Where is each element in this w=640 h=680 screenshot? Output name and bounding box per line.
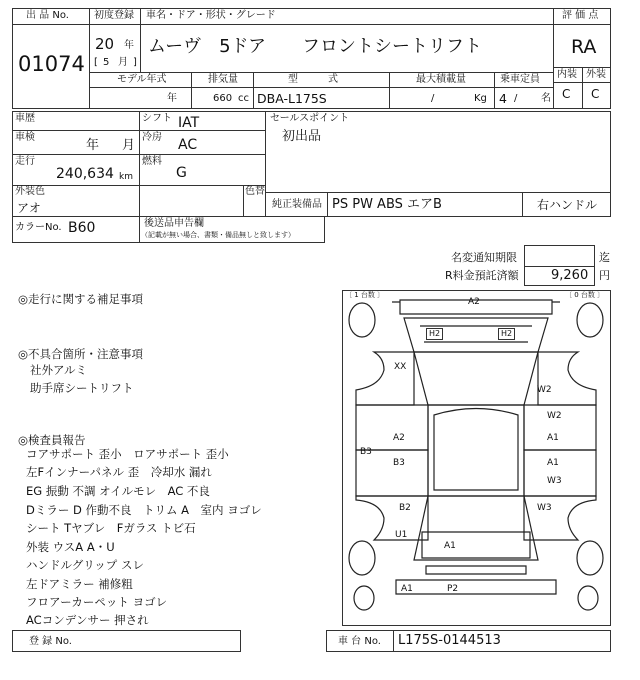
type-label: 型 式 — [288, 74, 338, 85]
fuel-label: 燃料 — [142, 156, 162, 167]
mark-h2-right: H2 — [498, 328, 515, 340]
title-label-divider — [89, 24, 554, 25]
load-label: 最大積載量 — [416, 74, 466, 85]
steering-divider — [522, 192, 523, 217]
fee-unit: 円 — [599, 269, 610, 282]
exterior-grade: C — [591, 87, 600, 101]
eval-score: RA — [571, 36, 597, 58]
capacity-unit: 名 — [541, 93, 551, 104]
color-no-value: B60 — [68, 220, 96, 236]
chassis-divider — [393, 630, 394, 652]
reg-date-divider — [140, 8, 141, 73]
details-row-2 — [12, 154, 266, 155]
inspector-line: 外装 ウスA A・U — [26, 540, 115, 554]
exterior-color-box — [12, 185, 266, 217]
steering-value: 右ハンドル — [537, 198, 598, 212]
map-right-count: 〔 0 台数 〕 — [565, 291, 605, 299]
driving-title: ◎走行に関する補足事項 — [18, 292, 144, 306]
mark-a2-top: A2 — [468, 297, 480, 307]
mark-w2-inner: W2 — [547, 411, 562, 421]
lot-label-divider — [12, 24, 90, 25]
mark-a1-right-1: A1 — [547, 433, 559, 443]
shift-value: IAT — [178, 115, 200, 131]
inspector-line: Dミラー D 作動不良 トリム A 室内 ヨゴレ — [26, 503, 262, 517]
aftermarket-note: （記載が無い場合、書類・備品無しと致します） — [141, 231, 295, 239]
ac-label: 冷房 — [142, 132, 162, 143]
displacement-unit: cc — [238, 93, 249, 104]
reg-month-unit: 月 — [118, 57, 128, 68]
chassis-label: 車 台 No. — [338, 636, 381, 647]
mileage-label: 走行 — [15, 156, 35, 167]
grade-divider-vert — [582, 67, 583, 109]
exterior-color-label: 外装色 — [15, 186, 45, 197]
inspector-line: フロアーカーペット ヨゴレ — [26, 595, 168, 609]
inspection-month-unit: 月 — [122, 138, 136, 153]
mark-xx: XX — [394, 362, 407, 372]
spec-col-4 — [494, 72, 495, 109]
mileage-unit: km — [119, 172, 133, 182]
mark-u1: U1 — [395, 530, 408, 540]
capacity-label: 乗車定員 — [500, 74, 540, 85]
lot-number: 01074 — [18, 52, 85, 76]
reg-month-close: ] — [133, 57, 137, 68]
type-code: DBA-L175S — [257, 91, 327, 106]
model-year-label: モデル年式 — [117, 74, 167, 85]
inspection-label: 車検 — [15, 132, 35, 143]
displacement-value: 660 — [213, 93, 233, 104]
mark-w2-right: W2 — [537, 385, 552, 395]
mark-a1-bottom: A1 — [401, 584, 413, 594]
fuel-value: G — [176, 165, 187, 181]
inspector-line: ハンドルグリップ スレ — [26, 558, 144, 572]
eval-label-divider — [553, 24, 611, 25]
inspector-line: シート Tヤブレ Fガラス トビ石 — [26, 521, 196, 535]
color-no-label: カラーNo. — [15, 222, 62, 233]
mark-b3-inner: B3 — [393, 458, 405, 468]
reg-month: 5 — [103, 57, 110, 68]
mark-h2-left: H2 — [426, 328, 443, 340]
fee-value: 9,260 — [551, 268, 589, 283]
equipment-value: PS PW ABS エアB — [332, 197, 442, 212]
interior-grade: C — [562, 87, 571, 101]
first-reg-label: 初度登録 — [94, 10, 134, 21]
mark-a1-center: A1 — [444, 541, 456, 551]
shift-label: シフト — [142, 113, 172, 124]
car-desc-label: 車名・ドア・形状・グレード — [146, 10, 276, 21]
capacity-value: 4 — [499, 91, 507, 106]
notice-label: 名変通知期限 — [451, 251, 517, 264]
reg-year-unit: 年 — [124, 40, 134, 51]
defects-line: 社外アルミ — [30, 363, 88, 377]
mark-w3-right-1: W3 — [547, 476, 562, 486]
exterior-label: 外装 — [586, 69, 606, 80]
map-left-count: 〔 1 台数 〕 — [345, 291, 385, 299]
mark-p2-bottom: P2 — [447, 584, 459, 594]
equipment-divider — [327, 192, 328, 217]
spec-col-2 — [253, 72, 254, 109]
lot-label: 出 品 No. — [26, 10, 69, 21]
mark-a2-left: A2 — [393, 433, 405, 443]
spec-col-1 — [191, 72, 192, 109]
inspector-line: 左Fインナーパネル 歪 冷却水 漏れ — [26, 465, 212, 479]
load-unit: Kg — [474, 93, 487, 104]
mark-b2: B2 — [399, 503, 411, 513]
aftermarket-label: 後送品申告欄 — [144, 218, 204, 229]
defects-line: 助手席シートリフト — [30, 381, 134, 395]
color-change-label: 色替 — [245, 186, 265, 197]
car-name: ムーヴ 5ドア フロントシートリフト — [148, 36, 483, 57]
mileage-value: 240,634 — [56, 166, 114, 182]
mark-a1-right-2: A1 — [547, 458, 559, 468]
inspector-title: ◎検査員報告 — [18, 433, 86, 447]
mark-w3-right-2: W3 — [537, 503, 552, 513]
defects-title: ◎不具合箇所・注意事項 — [18, 347, 144, 361]
history-label: 車歴 — [15, 113, 35, 124]
reg-year: 20 — [95, 35, 115, 53]
inspection-year-unit: 年 — [86, 138, 100, 153]
sales-point-value: 初出品 — [282, 129, 322, 144]
eval-label: 評 価 点 — [562, 10, 599, 21]
notice-box — [524, 245, 595, 267]
inspector-line: コアサポート 歪小 ロアサポート 歪小 — [26, 447, 229, 461]
mark-b3-outer: B3 — [360, 447, 372, 457]
inspector-line: ACコンデンサー 押され — [26, 613, 149, 627]
inspector-line: 左ドアミラー 補修粗 — [26, 577, 133, 591]
fee-label: R料金預託済額 — [445, 269, 519, 282]
interior-label: 内装 — [557, 69, 577, 80]
exterior-color-value: アオ — [17, 201, 41, 215]
car-body-diagram — [342, 290, 611, 626]
chassis-value: L175S-0144513 — [398, 633, 501, 648]
capacity-sep: / — [514, 93, 518, 104]
notice-unit: 迄 — [599, 251, 610, 264]
registration-label: 登 録 No. — [29, 636, 72, 647]
ac-value: AC — [178, 137, 198, 153]
reg-month-open: [ — [94, 57, 98, 68]
displacement-label: 排気量 — [208, 74, 238, 85]
color-change-divider — [243, 185, 244, 217]
details-row-1 — [12, 130, 266, 131]
inspector-line: EG 振動 不調 オイルモレ AC 不良 — [26, 484, 210, 498]
equipment-label: 純正装備品 — [272, 199, 322, 210]
load-value: / — [431, 93, 435, 104]
spec-col-3 — [389, 72, 390, 109]
sales-point-label: セールスポイント — [270, 113, 350, 124]
spec-label-divider — [89, 87, 554, 88]
model-year-unit: 年 — [167, 93, 177, 104]
